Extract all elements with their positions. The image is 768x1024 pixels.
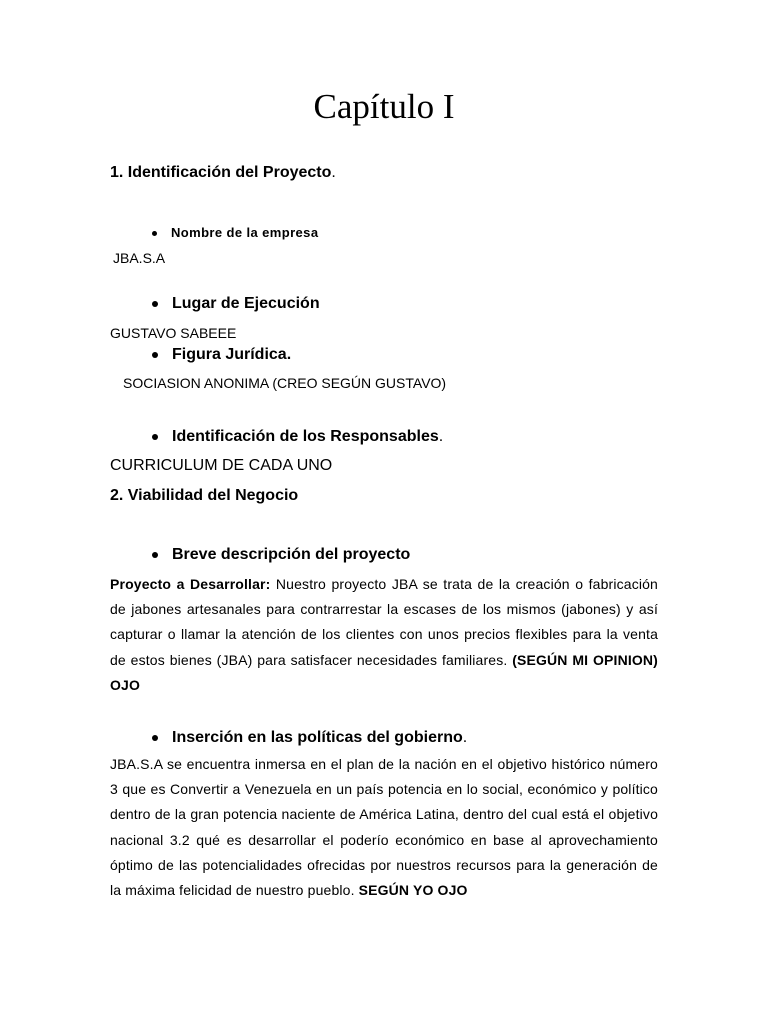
paragraph-tail-bold: SEGÚN YO OJO bbox=[358, 882, 468, 899]
section-heading-text: 1. Identificación del Proyecto bbox=[110, 164, 332, 181]
responsibles-value: CURRICULUM DE CADA UNO bbox=[110, 457, 333, 474]
paragraph-body: Nuestro proyecto JBA se trata de la creación o fabricación de jabones artesanales para contrarrestar la escases de los mismos (jabones) y así capturar o llamar la atención de los clientes con unos precios flexibles para la venta de estos bienes (JBA) para satisfacer necesidades familiares. bbox=[110, 576, 658, 668]
bullet-icon bbox=[152, 352, 158, 358]
bullet-title: Nombre de la empresa bbox=[171, 225, 319, 240]
bullet-title: Lugar de Ejecución bbox=[172, 295, 320, 312]
bullet-item-description bbox=[152, 544, 410, 566]
location-value: GUSTAVO SABEEE bbox=[110, 325, 237, 341]
bullet-title-text: Identificación de los Responsables bbox=[172, 428, 439, 445]
bullet-icon bbox=[152, 301, 158, 307]
bullet-title bbox=[172, 727, 467, 749]
bullet-icon bbox=[152, 434, 158, 440]
section-heading-viability: 2. Viabilidad del Negocio bbox=[110, 487, 299, 504]
company-name-value: JBA.S.A bbox=[113, 250, 166, 266]
paragraph-lead-bold: Proyecto a Desarrollar: bbox=[110, 576, 271, 592]
bullet-item-policy-insertion bbox=[152, 727, 467, 749]
bullet-title-text: Inserción en las políticas del gobierno bbox=[172, 729, 463, 746]
paragraph-body: JBA.S.A se encuentra inmersa en el plan de la nación en el objetivo histórico número 3 que es Convertir a Venezuela en un país potencia en lo social, económico y político dentro de la gran potencia naciente de América Latina, dentro del cual está el objetivo nacional 3.2 qué es desarrollar el poderío económico en base al aprovechamiento óptimo de las potencialidades ofrecidas por nuestros recursos para la generación de la máxima felicidad de nuestro pueblo. bbox=[110, 756, 658, 899]
bullet-title: Figura Jurídica. bbox=[172, 346, 292, 363]
section-heading-period: . bbox=[331, 164, 336, 181]
bullet-icon bbox=[152, 231, 157, 236]
bullet-title-period: . bbox=[438, 428, 444, 445]
section-heading-identification bbox=[110, 162, 336, 184]
bullet-title-period: . bbox=[462, 729, 468, 746]
bullet-title: Breve descripción del proyecto bbox=[172, 546, 411, 563]
policy-insertion-paragraph bbox=[110, 752, 658, 903]
bullet-item-company-name bbox=[152, 222, 318, 244]
bullet-item-responsibles bbox=[152, 426, 443, 448]
paragraph-tail-bold: (SEGÚN MI OPINION) OJO bbox=[110, 651, 658, 693]
project-description-paragraph bbox=[110, 572, 658, 698]
chapter-title: Capítulo I bbox=[313, 87, 455, 126]
bullet-item-location bbox=[152, 293, 320, 315]
bullet-title bbox=[172, 426, 443, 448]
legal-form-value: SOCIASION ANONIMA (CREO SEGÚN GUSTAVO) bbox=[123, 375, 447, 391]
bullet-icon bbox=[152, 735, 158, 741]
bullet-icon bbox=[152, 552, 158, 558]
bullet-item-legal-form bbox=[152, 344, 291, 366]
